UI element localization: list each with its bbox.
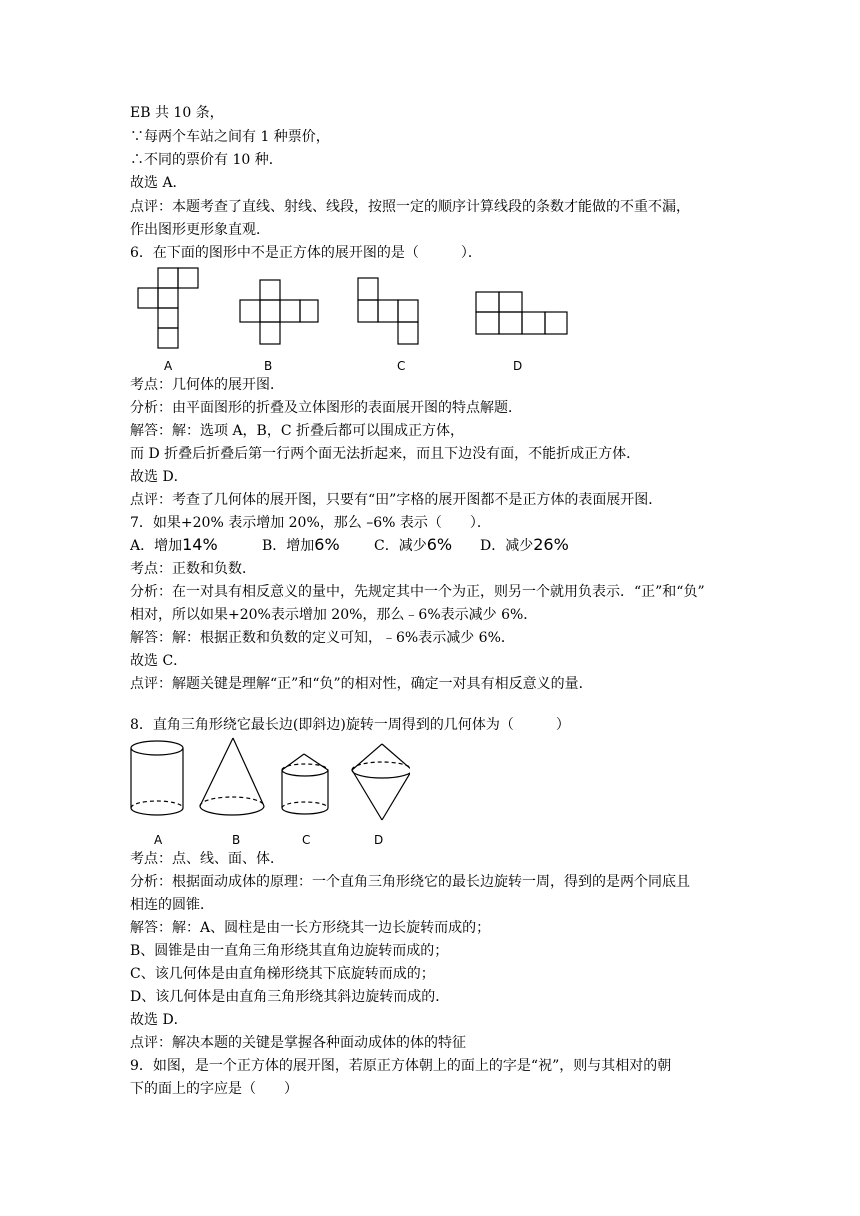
question-9-title: 9．如图，是一个正方体的展开图，若原正方体朝上的面上的字是“祝”，则与其相对的朝 (130, 1058, 672, 1074)
text-line: 解答：解：根据正数和负数的定义可知，﹣6%表示减少 6%． (130, 630, 515, 646)
text-line: C、该几何体是由直角梯形绕其下底旋转而成的； (130, 966, 435, 982)
text-line: ∴不同的票价有 10 种． (130, 152, 283, 168)
text-line: 解答：解：A、圆柱是由一长方形绕其一边长旋转而成的； (130, 920, 491, 936)
text-line: 考点：点、线、面、体． (130, 851, 284, 867)
text-line: 分析：由平面图形的折叠及立体图形的表面展开图的特点解题． (130, 400, 522, 416)
text-line: EB 共 10 条， (130, 105, 224, 121)
figure-label: A (154, 833, 163, 847)
text-line: D、该几何体是由直角三角形绕其斜边旋转而成的． (130, 989, 450, 1005)
text-line: 相连的圆锥． (130, 897, 214, 913)
option-c: C．减少6% (374, 535, 453, 554)
text-line: ∵每两个车站之间有 1 种票价， (130, 129, 330, 145)
text-line: 故选 C． (130, 653, 188, 669)
figure-label: D (374, 833, 384, 847)
solids-figure (130, 736, 410, 848)
text-line: 作出图形更形象直观． (130, 222, 270, 238)
option-a: A．增加14% (130, 535, 218, 554)
figure-label: A (164, 359, 173, 373)
question-8-title: 8．直角三角形绕它最长边(即斜边)旋转一周得到的几何体为（ ） (130, 717, 570, 733)
text-line: 考点：正数和负数． (130, 561, 256, 577)
text-line: 点评：解决本题的关键是掌握各种面动成体的体的特征 (130, 1035, 466, 1051)
text-line: 故选 D． (130, 469, 188, 485)
text-line: 点评：本题考查了直线、射线、线段，按照一定的顺序计算线段的条数才能做的不重不漏， (130, 199, 690, 215)
question-6-title: 6．在下面的图形中不是正方体的展开图的是（ ）． (130, 245, 482, 261)
text-line: 分析：根据面动成体的原理：一个直角三角形绕它的最长边旋转一周，得到的是两个同底且 (130, 874, 690, 890)
text-line: 分析：在一对具有相反意义的量中，先规定其中一个为正，则另一个就用负表示．“正”和“负” (130, 584, 705, 600)
figure-label: B (264, 359, 273, 373)
text-line: 故选 D． (130, 1012, 188, 1028)
text-line: 考点：几何体的展开图． (130, 377, 284, 393)
net-a (138, 268, 198, 348)
text-line: 故选 A． (130, 175, 187, 191)
figure-label: D (513, 359, 523, 373)
cone-cylinder-c (282, 754, 328, 814)
net-b (240, 280, 318, 344)
text-line: 相对，所以如果+20%表示增加 20%，那么﹣6%表示减少 6%． (130, 607, 538, 623)
text-line: 解答：解：选项 A，B，C 折叠后都可以围成正方体， (130, 423, 465, 439)
question-7-title: 7．如果+20% 表示增加 20%，那么 –6% 表示（ ）． (130, 515, 491, 531)
figure-label: B (232, 833, 241, 847)
text-line: 而 D 折叠后折叠后第一行两个面无法折起来，而且下边没有面，不能折成正方体． (130, 446, 641, 462)
cylinder-a (131, 741, 183, 815)
figure-label: C (302, 833, 311, 847)
option-d: D．减少26% (480, 535, 569, 554)
figure-label: C (397, 359, 406, 373)
text-line: 点评：考查了几何体的展开图，只要有“田”字格的展开图都不是正方体的表面展开图． (130, 492, 663, 508)
cube-nets-figure (130, 264, 590, 376)
double-cone-d (352, 744, 410, 820)
cone-b (200, 738, 264, 815)
net-c (358, 278, 418, 344)
text-line: 下的面上的字应是（ ） (130, 1081, 298, 1097)
net-d (476, 292, 567, 334)
text-line: B、圆锥是由一直角三角形绕其直角边旋转而成的； (130, 943, 449, 959)
text-line: 点评：解题关键是理解“正”和“负”的相对性，确定一对具有相反意义的量． (130, 676, 593, 692)
option-b: B．增加6% (262, 535, 340, 554)
